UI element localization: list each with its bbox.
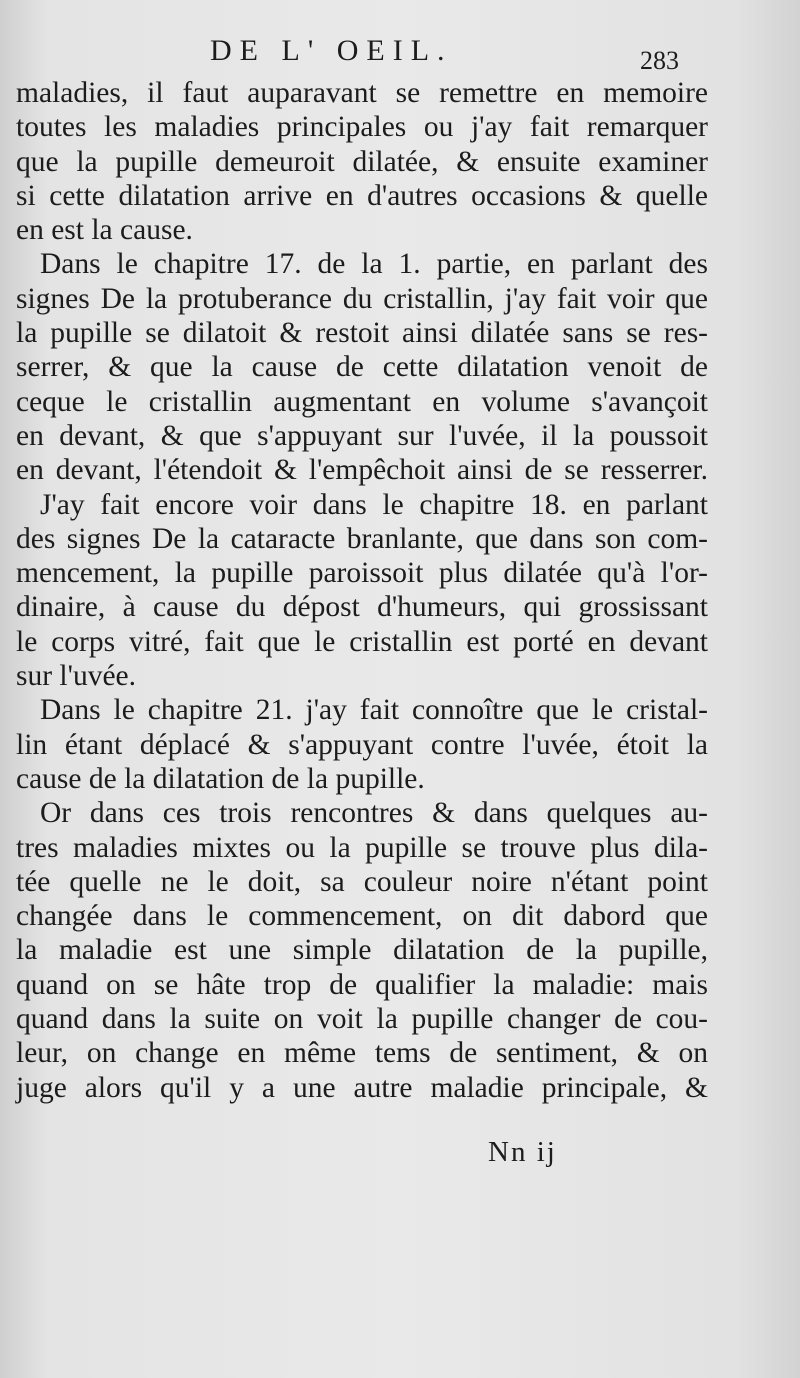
text-line: sur l'uvée. [16,660,137,693]
text-line: signes De la protuberance du cristallin, j'ay fait voir que [16,282,708,315]
paragraph-4 [16,693,708,796]
text-line: ceque le cristallin augmentant en volume s'avançoit [16,385,708,418]
page-number: 283 [640,46,679,75]
text-line: leur, on change en même tems de sentiment, & on [16,1037,708,1070]
text-line: le corps vitré, fait que le cristallin est porté en devant [16,625,708,658]
text-line: Dans le chapitre 21. j'ay fait connoître que le cristal- [40,694,708,727]
text-line: en devant, l'étendoit & l'empêchoit ainsi de se resserrer. [16,454,708,487]
text-line: des signes De la cataracte branlante, que dans son com- [16,522,708,555]
text-line: si cette dilatation arrive en d'autres occasions & quelle [16,179,708,212]
text-line: juge alors qu'il y a une autre maladie principale, & [16,1071,708,1104]
paragraph-2 [16,247,708,487]
paragraph-1 [16,76,708,247]
text-line: tée quelle ne le doit, sa couleur noire n'étant point [16,865,708,898]
text-line: cause de la dilatation de la pupille. [16,762,425,795]
text-line: mencement, la pupille paroissoit plus dilatée qu'à l'or- [16,557,708,590]
text-line: changée dans le commencement, on dit dabord que [16,900,708,933]
text-line: toutes les maladies principales ou j'ay fait remarquer [16,111,708,144]
text-line: que la pupille demeuroit dilatée, & ensuite examiner [16,145,708,178]
text-line: quand dans la suite on voit la pupille changer de cou- [16,1003,708,1036]
text-line: Dans le chapitre 17. de la 1. partie, en parlant des [40,248,708,281]
text-line: serrer, & que la cause de cette dilatation venoit de [16,351,708,384]
text-line: J'ay fait encore voir dans le chapitre 18. en parlant [40,488,708,521]
text-line: quand on se hâte trop de qualifier la maladie: mais [16,968,708,1001]
text-line: en est la cause. [16,214,193,247]
text-line: dinaire, à cause du dépost d'humeurs, qui grossissant [16,591,708,624]
paragraph-5 [16,796,708,1105]
text-line: maladies, il faut auparavant se remettre en memoire [16,77,708,109]
body-text [16,76,708,1105]
text-line: la maladie est une simple dilatation de la pupille, [16,934,708,967]
text-line: lin étant déplacé & s'appuyant contre l'uvée, étoit la [16,728,708,761]
text-line: en devant, & que s'appuyant sur l'uvée, il la poussoit [16,419,708,452]
signature-mark: Nn ij [488,1136,557,1168]
running-head: DE L' OEIL. [210,34,453,67]
paragraph-3 [16,488,708,694]
text-line: la pupille se dilatoit & restoit ainsi dilatée sans se res- [16,317,708,350]
text-line: tres maladies mixtes ou la pupille se trouve plus dila- [16,831,708,864]
text-line: Or dans ces trois rencontres & dans quelques au- [40,797,708,830]
